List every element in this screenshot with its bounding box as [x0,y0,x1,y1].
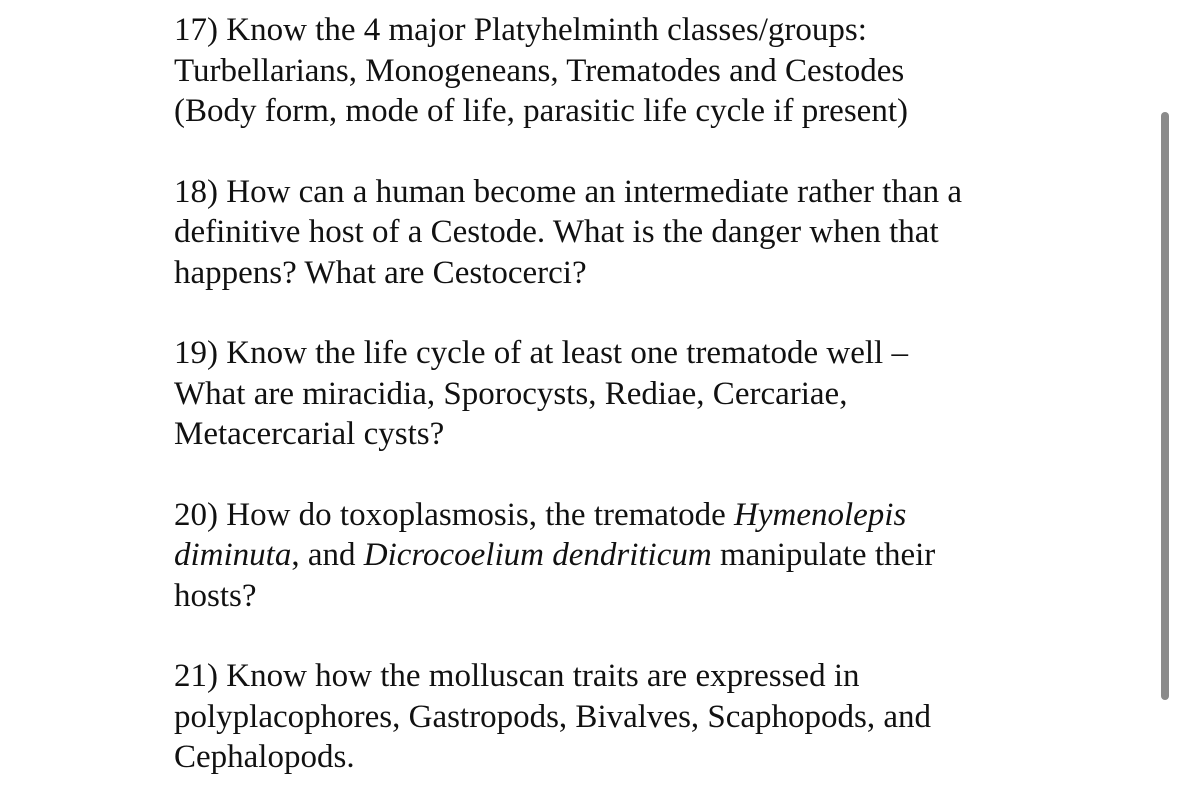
question-line [174,91,1074,132]
question-line [174,253,1074,294]
text-segment: happens? What are Cestocerci? [174,254,587,291]
text-segment: 21) Know how the molluscan traits are expressed in [174,658,860,694]
text-segment: (Body form, mode of life, parasitic life cycle if present) [174,93,908,129]
question-line [174,656,1074,697]
question-item [174,495,1074,617]
text-segment: Metacercarial cysts? [174,416,445,452]
question-line [174,172,1074,213]
text-segment: What are miracidia, Sporocysts, Rediae, Cercariae, [174,375,848,412]
text-segment: hosts? [174,577,257,614]
text-segment: Cephalopods. [174,739,355,775]
question-line [174,414,1074,455]
question-line [174,697,1074,738]
question-line [174,333,1074,374]
text-segment: , and [291,537,364,573]
question-item [174,656,1074,778]
text-segment: 19) Know the life cycle of at least one trematode well – [174,335,908,371]
question-line [174,737,1074,778]
italic-species-name: Hymenolepis [734,496,907,533]
document-body [174,10,1074,810]
question-line [174,535,1074,576]
question-item [174,333,1074,455]
italic-species-name: diminuta [174,537,292,573]
text-segment: manipulate their [711,537,936,573]
text-segment: definitive host of a Cestode. What is the danger when that [174,214,939,250]
question-line [174,212,1074,253]
question-line [174,576,1074,617]
question-line [174,51,1074,92]
question-item [174,172,1074,294]
question-item [174,10,1074,132]
text-segment: 17) Know the 4 major Platyhelminth classes/groups: [174,12,867,48]
text-segment: polyplacophores, Gastropods, Bivalves, Scaphopods, and [174,698,932,735]
text-segment: 20) How do toxoplasmosis, the trematode [174,496,735,533]
question-line [174,495,1074,536]
vertical-scrollbar[interactable] [1161,112,1169,700]
question-line [174,10,1074,51]
text-segment: 18) How can a human become an intermediate rather than a [174,173,962,210]
italic-species-name: Dicrocoelium dendriticum [363,537,712,573]
text-segment: Turbellarians, Monogeneans, Trematodes and Cestodes [174,52,905,89]
question-line [174,374,1074,415]
